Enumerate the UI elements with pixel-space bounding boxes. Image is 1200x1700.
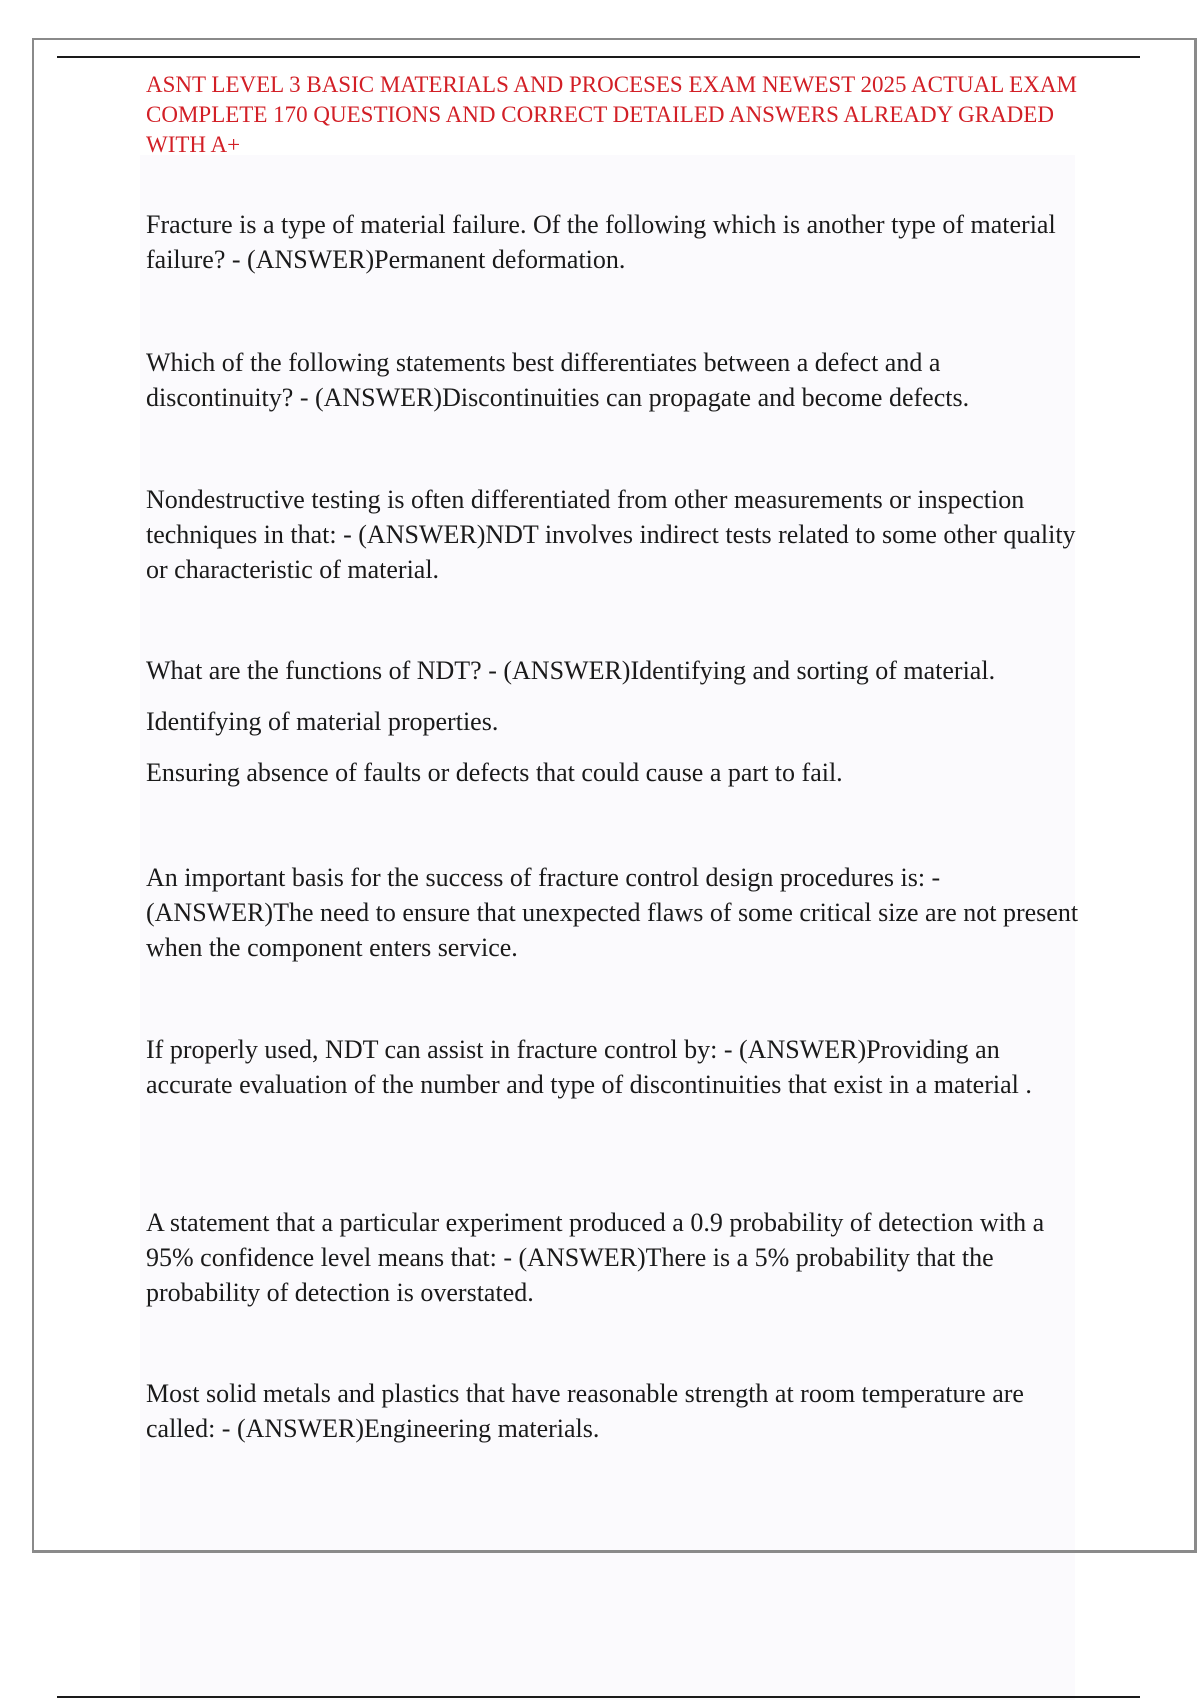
qa-item-1 bbox=[146, 207, 1091, 277]
qa-text: Which of the following statements best differentiates between a defect and a discontinuity? - (ANSWER)Discontinuities can propagate and become defects. bbox=[146, 348, 970, 412]
qa-item-5 bbox=[146, 860, 1091, 965]
qa-item-6 bbox=[146, 1032, 1091, 1102]
top-rule bbox=[57, 56, 1140, 58]
qa-text: Fracture is a type of material failure. Of the following which is another type of material failure? - (ANSWER)Permanent deformation. bbox=[146, 210, 1056, 274]
document-title: ASNT LEVEL 3 BASIC MATERIALS AND PROCESES EXAM NEWEST 2025 ACTUAL EXAM COMPLETE 170 QUESTIONS AND CORRECT DETAILED ANSWERS ALREADY GRADED WITH A+ bbox=[146, 72, 1077, 157]
bottom-rule bbox=[57, 1696, 1140, 1698]
qa-item-2 bbox=[146, 345, 1091, 415]
qa-item-8 bbox=[146, 1376, 1091, 1446]
qa-text-continued: Identifying of material properties. bbox=[146, 707, 499, 736]
qa-text: A statement that a particular experiment produced a 0.9 probability of detection with a 95% confidence level means that: - (ANSWER)There is a 5% probability that the probability of detection is overstated. bbox=[146, 1208, 1045, 1307]
qa-text: What are the functions of NDT? - (ANSWER)Identifying and sorting of material. bbox=[146, 656, 996, 685]
qa-text: Nondestructive testing is often differentiated from other measurements or inspection techniques in that: - (ANSWER)NDT involves indirect tests related to some other quality or characteristic of material. bbox=[146, 485, 1076, 584]
qa-item-3 bbox=[146, 482, 1091, 587]
qa-item-7 bbox=[146, 1205, 1091, 1310]
qa-item-4 bbox=[146, 653, 1091, 790]
qa-text: If properly used, NDT can assist in fracture control by: - (ANSWER)Providing an accurate evaluation of the number and type of discontinuities that exist in a material . bbox=[146, 1035, 1032, 1099]
qa-text-continued: Ensuring absence of faults or defects that could cause a part to fail. bbox=[146, 758, 843, 787]
qa-text: Most solid metals and plastics that have reasonable strength at room temperature are called: - (ANSWER)Engineering materials. bbox=[146, 1379, 1024, 1443]
qa-text: An important basis for the success of fracture control design procedures is: - (ANSWER)The need to ensure that unexpected flaws of some critical size are not present when the component enters service. bbox=[146, 863, 1079, 962]
